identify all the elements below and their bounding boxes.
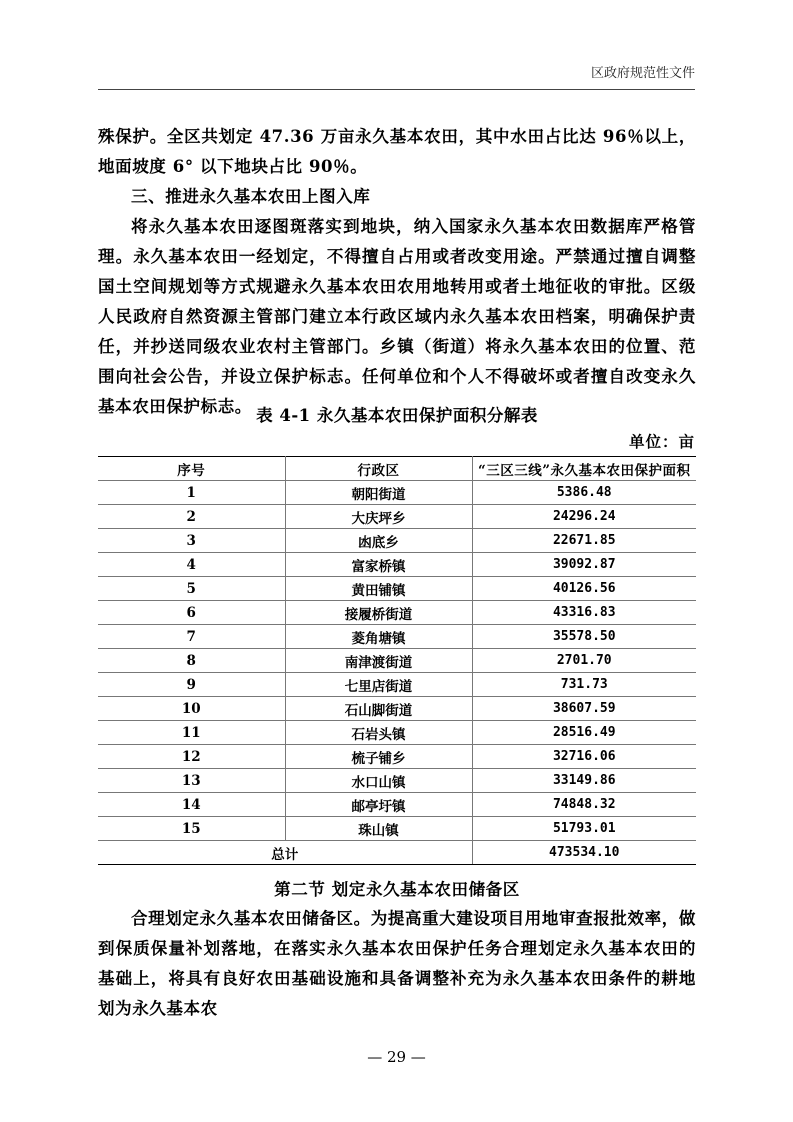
table-total-row <box>98 841 696 865</box>
row-district: 七里店街道 <box>285 673 472 697</box>
row-area: 35578.50 <box>472 625 696 649</box>
row-index: 7 <box>98 625 285 649</box>
row-district: 凼底乡 <box>285 529 472 553</box>
page-number: — 29 — <box>367 1048 426 1066</box>
row-area: 731.73 <box>472 673 696 697</box>
row-area: 39092.87 <box>472 553 696 577</box>
row-district: 接履桥街道 <box>285 601 472 625</box>
row-district: 石山脚街道 <box>285 697 472 721</box>
row-index: 11 <box>98 721 285 745</box>
table-title: 表 4-1 永久基本农田保护面积分解表 <box>256 406 538 425</box>
header-area: “三区三线”永久基本农田保护面积 <box>472 457 696 481</box>
row-index: 1 <box>98 481 285 505</box>
row-area: 51793.01 <box>472 817 696 841</box>
row-area: 38607.59 <box>472 697 696 721</box>
row-index: 8 <box>98 649 285 673</box>
table-row <box>98 817 696 841</box>
row-index: 12 <box>98 745 285 769</box>
row-index: 6 <box>98 601 285 625</box>
row-area: 24296.24 <box>472 505 696 529</box>
row-district: 珠山镇 <box>285 817 472 841</box>
row-district: 石岩头镇 <box>285 721 472 745</box>
row-area: 33149.86 <box>472 769 696 793</box>
row-district: 朝阳街道 <box>285 481 472 505</box>
row-area: 22671.85 <box>472 529 696 553</box>
row-area: 28516.49 <box>472 721 696 745</box>
table-row <box>98 481 696 505</box>
row-area: 40126.56 <box>472 577 696 601</box>
table-row <box>98 793 696 817</box>
row-district: 黄田铺镇 <box>285 577 472 601</box>
row-area: 5386.48 <box>472 481 696 505</box>
row-area: 2701.70 <box>472 649 696 673</box>
header-index: 序号 <box>98 457 285 481</box>
total-label: 总计 <box>98 841 472 865</box>
table-row <box>98 505 696 529</box>
paragraph-bottom: 合理划定永久基本农田储备区。为提高重大建设项目用地审查报批效率，做到保质保量补划落地，在落实永久基本农田保护任务合理划定永久基本农田的基础上，将具有良好农田基础设施和具备调整补充为永久基本农田条件的耕地划为永久基本农 <box>98 909 696 1018</box>
section-heading-3: 三、推进永久基本农田上图入库 <box>131 187 371 206</box>
row-index: 2 <box>98 505 285 529</box>
paragraph-continuation: 殊保护。全区共划定 47.36 万亩永久基本农田，其中水田占比达 96％以上，地面坡度 6° 以下地块占比 90％。 <box>98 127 696 176</box>
table-row <box>98 721 696 745</box>
table-header-row <box>98 457 696 481</box>
row-district: 富家桥镇 <box>285 553 472 577</box>
row-index: 14 <box>98 793 285 817</box>
table-row <box>98 745 696 769</box>
table-row <box>98 529 696 553</box>
row-district: 菱角塘镇 <box>285 625 472 649</box>
header-district: 行政区 <box>285 457 472 481</box>
table-row <box>98 649 696 673</box>
section-heading-2: 第二节 划定永久基本农田储备区 <box>274 880 520 899</box>
row-area: 32716.06 <box>472 745 696 769</box>
table-row <box>98 625 696 649</box>
table-row <box>98 769 696 793</box>
paragraph-main: 将永久基本农田逐图斑落实到地块，纳入国家永久基本农田数据库严格管理。永久基本农田一经划定，不得擅自占用或者改变用途。严禁通过擅自调整国土空间规划等方式规避永久基本农田农用地转用或者土地征收的审批。区级人民政府自然资源主管部门建立本行政区域内永久基本农田档案，明确保护责任，并抄送同级农业农村主管部门。乡镇（街道）将永久基本农田的位置、范围向社会公告，并设立保护标志。任何单位和个人不得破坏或者擅自改变永久基本农田保护标志。 <box>98 217 696 416</box>
body-bottom <box>98 904 696 1024</box>
row-district: 梳子铺乡 <box>285 745 472 769</box>
row-area: 43316.83 <box>472 601 696 625</box>
header-divider <box>98 89 695 90</box>
row-index: 10 <box>98 697 285 721</box>
table-row <box>98 601 696 625</box>
table-row <box>98 673 696 697</box>
table-unit: 单位：亩 <box>628 432 695 451</box>
body-top <box>98 122 696 422</box>
row-area: 74848.32 <box>472 793 696 817</box>
table-row <box>98 553 696 577</box>
table-row <box>98 697 696 721</box>
document-header-label: 区政府规范性文件 <box>590 66 695 81</box>
table-row <box>98 577 696 601</box>
row-district: 水口山镇 <box>285 769 472 793</box>
row-index: 13 <box>98 769 285 793</box>
row-district: 邮亭圩镇 <box>285 793 472 817</box>
row-index: 4 <box>98 553 285 577</box>
row-district: 大庆坪乡 <box>285 505 472 529</box>
row-index: 5 <box>98 577 285 601</box>
row-index: 9 <box>98 673 285 697</box>
farmland-distribution-table <box>98 456 696 865</box>
row-index: 15 <box>98 817 285 841</box>
row-district: 南津渡街道 <box>285 649 472 673</box>
total-value: 473534.10 <box>472 841 696 865</box>
row-index: 3 <box>98 529 285 553</box>
